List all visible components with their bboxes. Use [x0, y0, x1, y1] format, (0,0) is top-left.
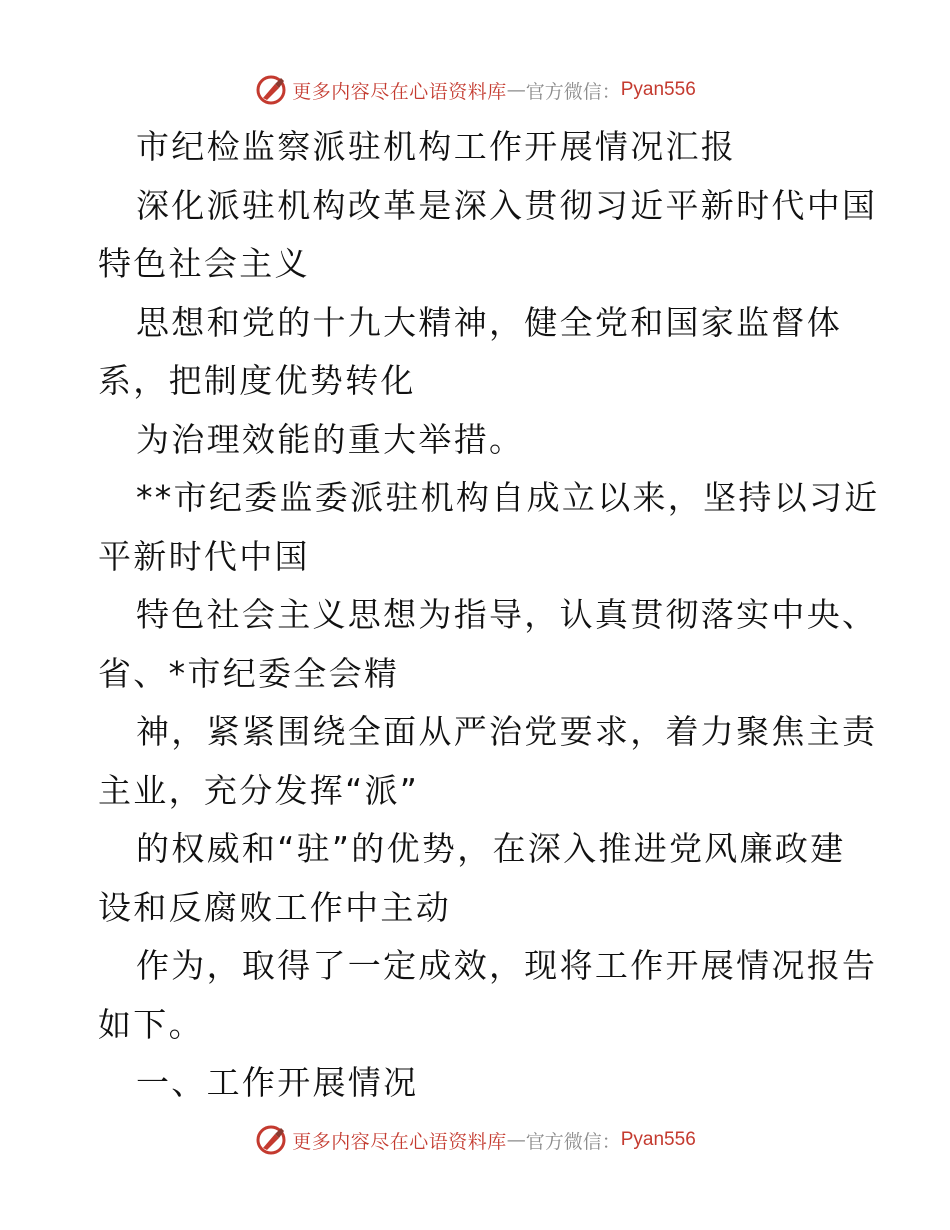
- paragraph-line: 特色社会主义思想为指导，认真贯彻落实中央、: [136, 595, 878, 634]
- paragraph-line: 主业，充分发挥“派”: [98, 770, 420, 810]
- watermark-dash: —: [506, 1129, 526, 1151]
- paragraph-line: 作为，取得了一定成效，现将工作开展情况报告: [136, 946, 878, 985]
- paragraph-line: 深化派驻机构改革是深入贯彻习近平新时代中国: [136, 185, 878, 225]
- watermark-wechat-id: Pyan556: [620, 1129, 696, 1150]
- paragraph-line: 平新时代中国: [98, 536, 310, 576]
- watermark-main-text: 更多内容尽在心语资料库: [292, 1130, 507, 1153]
- watermark-wechat-id: Pyan556: [620, 79, 696, 100]
- paragraph-line: 为治理效能的重大举措。: [136, 419, 525, 459]
- paragraph-line: 特色社会主义: [98, 244, 310, 283]
- document-body: [98, 118, 880, 1113]
- header-watermark: [0, 70, 950, 110]
- paragraph-line: 思想和党的十九大精神，健全党和国家监督体: [136, 302, 842, 342]
- paragraph-line: 的权威和“驻”的优势，在深入推进党风廉政建: [136, 829, 846, 868]
- watermark-label: 官方微信：: [525, 80, 621, 103]
- paragraph-line: **市纪委监委派驻机构自成立以来，坚持以习近: [136, 478, 880, 517]
- pen-nib-circle-icon: [254, 1123, 288, 1157]
- paragraph-line: 系，把制度优势转化: [98, 361, 416, 400]
- paragraph-line: 如下。: [98, 1004, 204, 1044]
- watermark-label: 官方微信：: [525, 1130, 621, 1153]
- paragraph-line: 省、*市纪委全会精: [98, 653, 400, 693]
- document-title: 市纪检监察派驻机构工作开展情况汇报: [136, 127, 737, 166]
- footer-watermark: [0, 1120, 950, 1160]
- paragraph-line: 设和反腐败工作中主动: [98, 887, 451, 927]
- watermark-main-text: 更多内容尽在心语资料库: [292, 80, 507, 103]
- pen-nib-circle-icon: [254, 73, 288, 107]
- watermark-dash: —: [506, 79, 526, 101]
- paragraph-line: 神，紧紧围绕全面从严治党要求，着力聚焦主责: [136, 712, 878, 751]
- section-heading: 一、工作开展情况: [136, 1063, 419, 1102]
